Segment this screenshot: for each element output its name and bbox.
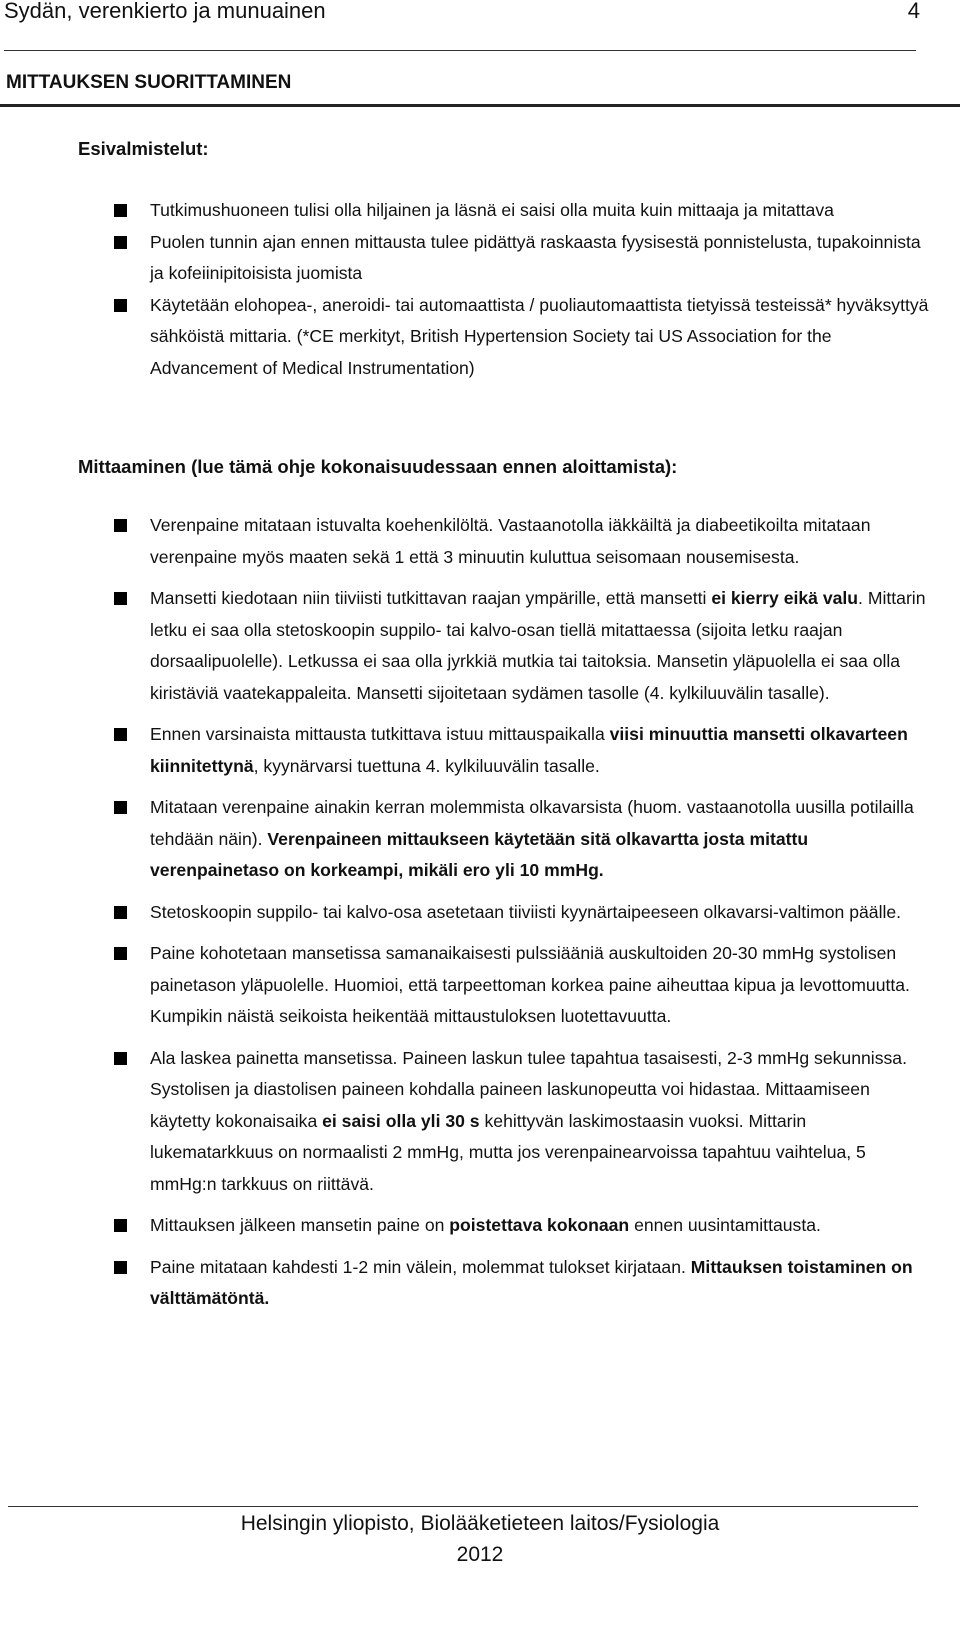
- measure-item: [110, 719, 930, 782]
- header-title: Sydän, verenkierto ja munuainen: [4, 0, 326, 23]
- square-bullet-icon: [114, 204, 127, 217]
- item-text: Paine mitataan kahdesti 1-2 min välein, molemmat tulokset kirjataan.: [150, 1256, 691, 1277]
- measure-item: [110, 583, 930, 709]
- prep-heading: Esivalmistelut:: [78, 138, 209, 159]
- item-text: Verenpaine mitataan istuvalta koehenkilöltä. Vastaanotolla iäkkäiltä ja diabeetikoilta mitataan verenpaine myös maaten sekä 1 että 3 minuutin kuluttua seisomaan nousemisesta.: [150, 515, 871, 567]
- measure-item: [110, 510, 930, 573]
- measure-list: [110, 510, 930, 1315]
- measure-item: [110, 792, 930, 887]
- square-bullet-icon: [114, 728, 127, 741]
- footer-institution: Helsingin yliopisto, Biolääketieteen laitos/Fysiologia: [240, 1512, 720, 1535]
- footer-divider: [8, 1506, 918, 1507]
- item-text: Mansetti kiedotaan niin tiiviisti tutkittavan raajan ympärille, että mansetti: [150, 588, 712, 608]
- page-number: 4: [907, 0, 920, 23]
- measure-heading: Mittaaminen (lue tämä ohje kokonaisuudessaan ennen aloittamista):: [78, 456, 678, 477]
- measure-item: [110, 938, 930, 1033]
- square-bullet-icon: [114, 801, 127, 814]
- square-bullet-icon: [114, 906, 127, 919]
- item-text: Mittauksen jälkeen mansetin paine on: [150, 1215, 450, 1235]
- prep-item: [110, 290, 930, 385]
- item-text: Käytetään elohopea-, aneroidi- tai automaattista / puoliautomaattista tietyissä testeissä* hyväksyttyä sähköistä mittaria. (*CE merkityt, British Hypertension Society tai US Association for the Advancement of Medical Instrumentation): [150, 294, 929, 378]
- prep-list: [110, 195, 930, 384]
- emphasis-text: Verenpaineen mittaukseen käytetään sitä olkavartta josta mitattu verenpainetaso on korkeampi, mikäli ero yli 10 mmHg.: [150, 828, 809, 880]
- square-bullet-icon: [114, 1219, 127, 1232]
- item-text: kehittyvän laskimostaasin vuoksi. Mittarin lukematarkkuus on normaalisti 2 mmHg, mutta jos verenpainearvoissa tapahtuu vaihtelua, 5 mmHg:n tarkkuus on riittävä.: [150, 1110, 866, 1194]
- emphasis-text: viisi minuuttia mansetti olkavarteen kiinnitettynä: [150, 724, 908, 776]
- square-bullet-icon: [114, 299, 127, 312]
- item-text: Paine kohotetaan mansetissa samanaikaisesti pulssiääniä auskultoiden 20-30 mmHg systolisen painetason yläpuolelle. Huomioi, että tarpeettoman korkea paine aiheuttaa kipua ja levottomuutta. Kumpikin näistä seikoista heikentää mittaustuloksen luotettavuutta.: [150, 943, 910, 1026]
- emphasis-text: ei saisi olla yli 30 s: [322, 1110, 480, 1131]
- measure-item: [110, 897, 930, 929]
- footer-year: 2012: [456, 1543, 504, 1566]
- square-bullet-icon: [114, 236, 127, 249]
- square-bullet-icon: [114, 1261, 127, 1274]
- measure-item: [110, 1043, 930, 1201]
- square-bullet-icon: [114, 1052, 127, 1065]
- measure-item: [110, 1252, 930, 1315]
- prep-item: [110, 227, 930, 290]
- emphasis-text: ei kierry eikä valu: [711, 588, 859, 608]
- emphasis-text: Mittauksen toistaminen on välttämätöntä.: [150, 1256, 913, 1308]
- emphasis-text: poistettava kokonaan: [449, 1215, 630, 1235]
- item-text: Puolen tunnin ajan ennen mittausta tulee pidättyä raskaasta fyysisestä ponnistelusta, tupakoinnista ja kofeiinipitoisista juomista: [150, 231, 921, 283]
- item-text: ennen uusintamittausta.: [629, 1215, 821, 1235]
- square-bullet-icon: [114, 592, 127, 605]
- measure-item: [110, 1210, 930, 1242]
- section-divider: [0, 104, 960, 107]
- item-text: Mitataan verenpaine ainakin kerran molemmista olkavarsista (huom. vastaanotolla uusilla potilailla tehdään näin).: [150, 797, 914, 849]
- item-text: Ala laskea painetta mansetissa. Paineen laskun tulee tapahtua tasaisesti, 2-3 mmHg sekunnissa. Systolisen ja diastolisen paineen kohdalla paineen laskunopeutta voi hidastaa. Mittaamiseen käytetty kokonaisaika: [150, 1047, 907, 1131]
- square-bullet-icon: [114, 947, 127, 960]
- item-text: , kyynärvarsi tuettuna 4. kylkiluuvälin tasalle.: [253, 755, 600, 776]
- item-text: Ennen varsinaista mittausta tutkittava istuu mittauspaikalla: [150, 724, 610, 744]
- item-text: Stetoskoopin suppilo- tai kalvo-osa asetetaan tiiviisti kyynärtaipeeseen olkavarsi-valtimon päälle.: [150, 901, 902, 922]
- item-text: . Mittarin letku ei saa olla stetoskoopin suppilo- tai kalvo-osan tiellä mitattaessa (sijoita letku raajan dorsaalipuolelle). Letkussa ei saa olla jyrkkiä mutkia tai taitoksia. Mansetin yläpuolella ei saa olla kiristäviä vaatekappaleita. Mansetti sijoitetaan sydämen tasolle (4. kylkiluuvälin tasalle).: [150, 588, 926, 703]
- section-title: MITTAUKSEN SUORITTAMINEN: [6, 72, 292, 93]
- page-header: [4, 0, 930, 36]
- square-bullet-icon: [114, 519, 127, 532]
- header-divider: [4, 50, 916, 51]
- item-text: Tutkimushuoneen tulisi olla hiljainen ja läsnä ei saisi olla muita kuin mittaaja ja mitattava: [150, 200, 834, 220]
- prep-item: [110, 195, 930, 227]
